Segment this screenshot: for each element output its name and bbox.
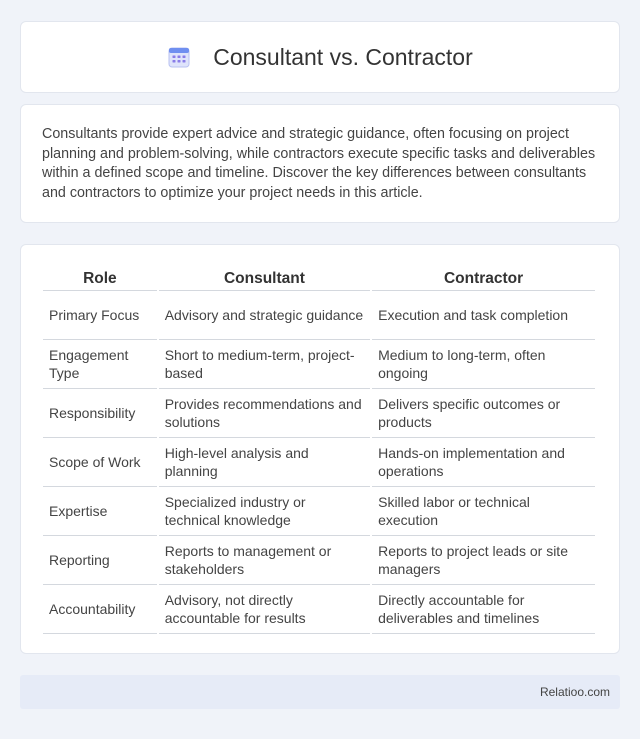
row-label: Scope of Work bbox=[43, 438, 157, 487]
consultant-cell: Advisory, not directly accountable for results bbox=[159, 585, 370, 634]
consultant-cell: Specialized industry or technical knowledge bbox=[159, 487, 370, 536]
contractor-cell: Hands-on implementation and operations bbox=[372, 438, 595, 487]
footer-brand: Relatioo.com bbox=[539, 685, 610, 699]
title-card bbox=[20, 21, 620, 93]
row-label: Primary Focus bbox=[43, 291, 157, 340]
consultant-cell: Short to medium-term, project-based bbox=[159, 340, 370, 389]
comparison-card bbox=[20, 244, 620, 654]
page-title: Consultant vs. Contractor bbox=[213, 43, 473, 70]
table-row bbox=[43, 389, 595, 438]
row-label: Engagement Type bbox=[43, 340, 157, 389]
consultant-cell: High-level analysis and planning bbox=[159, 438, 370, 487]
comparison-table bbox=[41, 265, 597, 634]
contractor-cell: Skilled labor or technical execution bbox=[372, 487, 595, 536]
table-row bbox=[43, 536, 595, 585]
intro-card bbox=[20, 104, 620, 223]
contractor-cell: Reports to project leads or site managers bbox=[372, 536, 595, 585]
consultant-cell: Advisory and strategic guidance bbox=[159, 291, 370, 340]
row-label: Expertise bbox=[43, 487, 157, 536]
header-contractor: Contractor bbox=[372, 265, 595, 291]
footer bbox=[20, 675, 620, 709]
table-row bbox=[43, 340, 595, 389]
intro-text: Consultants provide expert advice and strategic guidance, often focusing on project planning and problem-solving, while contractors execute specific tasks and deliverables within a defined scope and timeline. Discover the key differences between consultants and contractors to optimize your project needs in this article. bbox=[42, 126, 596, 201]
table-row bbox=[43, 585, 595, 634]
table-row bbox=[43, 291, 595, 340]
contractor-cell: Delivers specific outcomes or products bbox=[372, 389, 595, 438]
calendar-icon bbox=[167, 45, 191, 69]
consultant-cell: Reports to management or stakeholders bbox=[159, 536, 370, 585]
row-label: Responsibility bbox=[43, 389, 157, 438]
contractor-cell: Directly accountable for deliverables and timelines bbox=[372, 585, 595, 634]
table-header-row bbox=[43, 265, 595, 291]
row-label: Reporting bbox=[43, 536, 157, 585]
consultant-cell: Provides recommendations and solutions bbox=[159, 389, 370, 438]
row-label: Accountability bbox=[43, 585, 157, 634]
contractor-cell: Medium to long-term, often ongoing bbox=[372, 340, 595, 389]
contractor-cell: Execution and task completion bbox=[372, 291, 595, 340]
table-row bbox=[43, 487, 595, 536]
table-row bbox=[43, 438, 595, 487]
header-consultant: Consultant bbox=[159, 265, 370, 291]
header-role: Role bbox=[43, 265, 157, 291]
